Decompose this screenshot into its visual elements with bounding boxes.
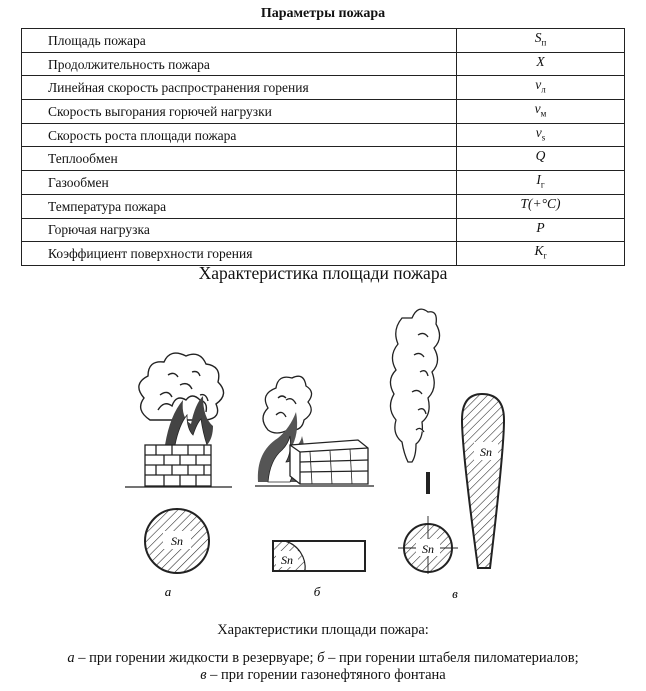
param-symbol [457, 242, 625, 266]
caption-letter-b: б [317, 650, 325, 666]
letter-b: б [313, 584, 321, 599]
caption-letter-v: в [200, 667, 207, 683]
param-symbol-main: S [534, 30, 542, 45]
caption-letter-a: а [67, 650, 75, 666]
param-symbol-main: Q [535, 148, 546, 164]
table-title: Параметры пожара [260, 6, 386, 21]
param-symbol-sub: r [543, 250, 547, 261]
param-symbol-main: v [535, 77, 542, 93]
param-symbol [457, 123, 625, 147]
param-name: Продолжительность пожара [22, 52, 457, 76]
param-row [22, 147, 625, 171]
area-diagram-b [273, 541, 365, 571]
param-symbol-main: I [536, 172, 541, 188]
param-name: Линейная скорость распространения горения [22, 76, 457, 100]
param-name: Скорость выгорания горючей нагрузки [22, 100, 457, 124]
fire-parameters-table [21, 28, 625, 266]
fire-area-figure [0, 295, 646, 613]
param-symbol [457, 100, 625, 124]
param-row [22, 100, 625, 124]
fountain-area-v [462, 394, 504, 568]
param-symbol [457, 147, 625, 171]
param-name: Температура пожара [22, 194, 457, 218]
area-diagram-v [398, 516, 458, 574]
param-symbol-sub: г [540, 179, 545, 190]
param-row [22, 218, 625, 242]
param-name: Газообмен [22, 171, 457, 195]
area-label-v: Sп [422, 542, 434, 556]
param-symbol [457, 171, 625, 195]
param-symbol [457, 52, 625, 76]
figure-title: Характеристика площади пожара [198, 263, 448, 283]
param-row [22, 76, 625, 100]
param-symbol-sub: s [541, 132, 546, 143]
smoke-b [263, 376, 312, 433]
param-row [22, 123, 625, 147]
param-symbol [457, 76, 625, 100]
param-symbol [457, 218, 625, 242]
param-symbol-sub: м [540, 108, 547, 119]
param-symbol-main: v [534, 101, 541, 117]
param-name: Теплообмен [22, 147, 457, 171]
tank-a [145, 445, 211, 486]
param-row [22, 52, 625, 76]
param-symbol [457, 194, 625, 218]
caption-text-b: – при горении штабеля пиломатериалов; [324, 650, 579, 666]
param-row [22, 194, 625, 218]
area-diagram-a [145, 509, 209, 573]
caption-line-2 [0, 667, 646, 684]
param-name: Площадь пожара [22, 29, 457, 53]
lumber-stack-b [290, 440, 368, 484]
param-symbol-main: P [536, 219, 545, 235]
fountain-plume-v [390, 309, 439, 462]
param-symbol-main: X [536, 53, 545, 69]
caption-text-v: – при горении газонефтяного фонтана [206, 667, 446, 683]
param-name: Горючая нагрузка [22, 218, 457, 242]
caption-line-1 [0, 650, 646, 667]
param-symbol-main: K [534, 243, 544, 259]
param-name: Скорость роста площади пожара [22, 123, 457, 147]
letter-a: а [164, 584, 172, 599]
area-label-a: Sп [171, 534, 183, 548]
param-row [22, 242, 625, 266]
area-label-v-tall: Sп [480, 445, 492, 459]
param-row [22, 29, 625, 53]
area-label-b: Sп [281, 553, 293, 567]
letter-v: в [452, 586, 458, 601]
well-pipe-v [426, 472, 430, 494]
param-symbol-main: v [535, 124, 542, 140]
param-symbol-sub: п [541, 37, 547, 48]
param-symbol-main: T(+°C) [520, 195, 561, 211]
param-row [22, 171, 625, 195]
param-symbol [457, 29, 625, 53]
caption-heading: Характеристики площади пожара: [217, 622, 429, 638]
param-name: Коэффициент поверхности горения [22, 242, 457, 266]
param-symbol-sub: л [541, 85, 546, 96]
caption-text-a: – при горении жидкости в резервуаре; [74, 650, 318, 666]
